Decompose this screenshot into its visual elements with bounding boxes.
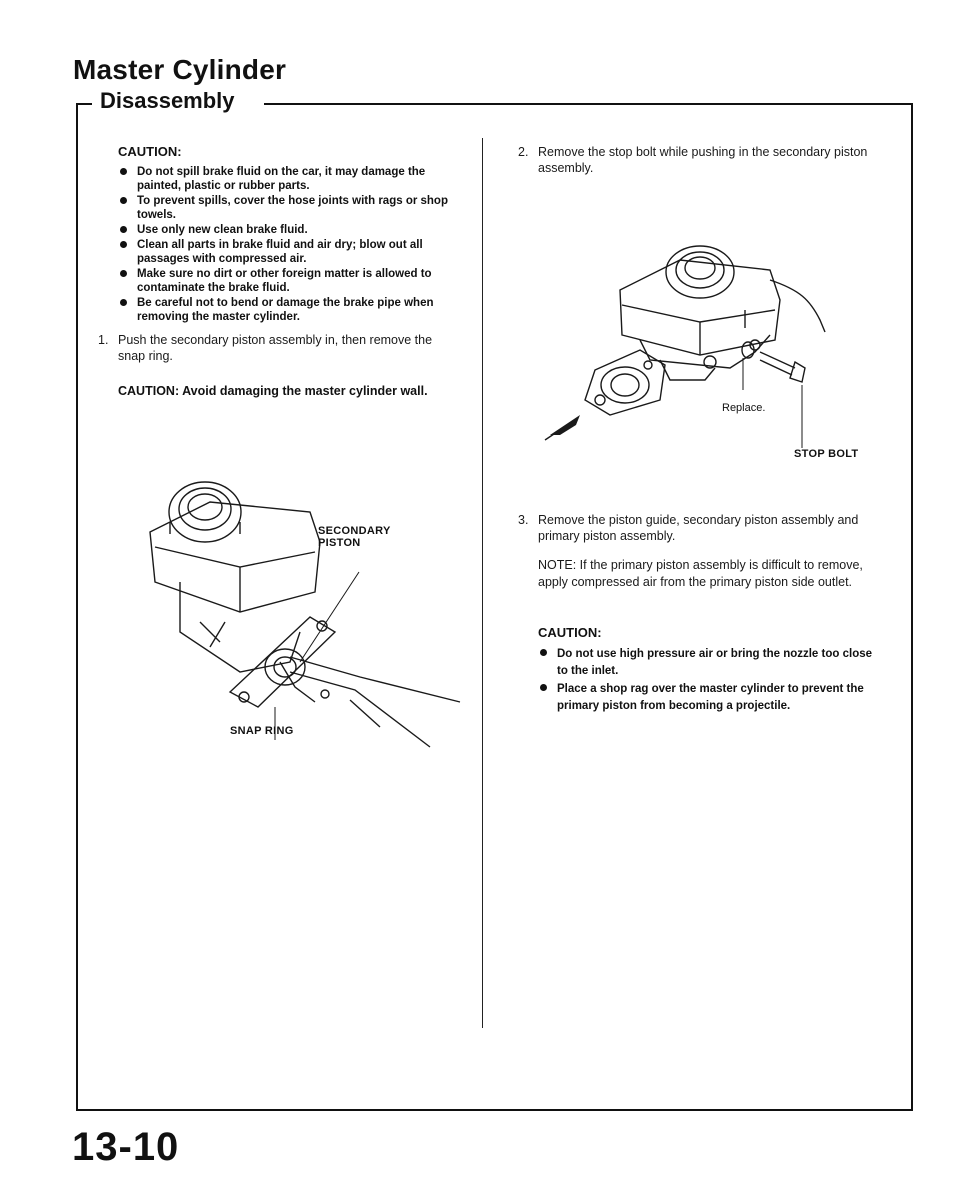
left-caution-item: To prevent spills, cover the hose joints with rags or shop towels. [118,194,458,222]
left-caution-item: Make sure no dirt or other foreign matter is allowed to contaminate the brake fluid. [118,267,458,295]
left-caution-heading: CAUTION: [118,144,182,159]
step-3-note: NOTE: If the primary piston assembly is difficult to remove, apply compressed air from the primary piston side outlet. [538,558,863,589]
left-caution-item: Use only new clean brake fluid. [118,223,458,237]
step-1 [98,332,458,364]
stop-bolt-removal-illustration [540,240,880,460]
column-divider [482,138,483,1028]
page-title: Master Cylinder [73,54,287,85]
step-1-number: 1. [98,333,109,347]
left-caution-block [118,144,458,325]
step-2 [518,144,874,176]
right-caution-item: Do not use high pressure air or bring the nozzle too close to the inlet. [538,646,876,680]
right-caution-list [538,646,876,715]
step-2-number: 2. [518,145,529,159]
left-caution-item: Clean all parts in brake fluid and air dry; blow out all passages with compressed air. [118,238,458,266]
step-3 [518,512,876,544]
section-title: Disassembly [98,88,239,114]
step-3-number: 3. [518,513,529,527]
frame-top-rule-left [76,103,92,105]
secondary-piston-label: SECONDARY PISTON [318,525,391,549]
step-1-caution: CAUTION: Avoid damaging the master cylinder wall. [118,384,428,398]
left-caution-list [118,165,458,324]
left-caution-item: Be careful not to bend or damage the brake pipe when removing the master cylinder. [118,296,458,324]
stop-bolt-label: STOP BOLT [794,448,859,460]
replace-label: Replace. [722,402,766,414]
step-3-text: Remove the piston guide, secondary piston assembly and primary piston assembly. [538,513,859,543]
right-caution-heading: CAUTION: [538,625,602,640]
step-2-text: Remove the stop bolt while pushing in the secondary piston assembly. [538,145,868,175]
right-caution-block [538,625,876,716]
snap-ring-label: SNAP RING [230,725,294,737]
step-1-text: Push the secondary piston assembly in, then remove the snap ring. [118,333,433,363]
right-caution-item: Place a shop rag over the master cylinder to prevent the primary piston from becoming a projectile. [538,681,876,715]
frame-top-rule-right [264,103,913,105]
page-number: 13-10 [72,1125,180,1169]
left-caution-item: Do not spill brake fluid on the car, it may damage the painted, plastic or rubber parts. [118,165,458,193]
snap-ring-removal-illustration [140,472,470,752]
